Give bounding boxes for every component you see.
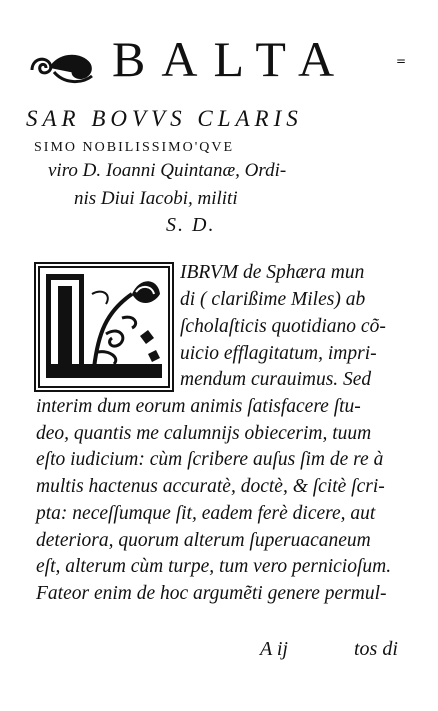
body-line: multis hactenus accuratè, doctè, & ſcitè ſcri-	[36, 476, 385, 497]
body-line: di ( clarißime Miles) ab	[180, 289, 366, 310]
fleuron-icon	[28, 48, 96, 88]
body-line: eſto iudicium: cùm ſcribere auſus ſim de re à	[36, 449, 384, 470]
body-line: mendum curauimus. Sed	[180, 369, 372, 390]
body-line: IBRVM de Sphæra mun	[180, 262, 365, 283]
heading-line-6: S. D.	[166, 214, 216, 236]
heading-line-2: SAR BOVVS CLARIS	[26, 106, 303, 131]
signature-mark: A ij	[260, 638, 288, 660]
body-line: interim dum eorum animis ſatisfacere ſtu-	[36, 396, 361, 417]
body-line: eſt, alterum cùm turpe, tum vero pernicioſum.	[36, 556, 392, 577]
title-hyphen: =	[396, 54, 407, 68]
body-line: pta: neceſſumque ſit, eadem ferè dicere, aut	[36, 503, 376, 524]
page-title: BALTA	[112, 31, 351, 87]
heading-line-5: nis Diui Iacobi, militi	[74, 188, 238, 209]
body-line: ſcholaſticis quotidiano cõ-	[180, 316, 386, 337]
body-line: Fateor enim de hoc argumẽti genere permul-	[36, 583, 387, 604]
catchword: tos di	[354, 638, 398, 660]
heading-line-4: viro D. Ioanni Quintanæ, Ordi-	[48, 160, 287, 181]
body-line: deo, quantis me calumnijs obiecerim, tuum	[36, 423, 372, 444]
body-line: deteriora, quorum alterum ſuperuacaneum	[36, 530, 371, 551]
heading-line-3: SIMO NOBILISSIMO'QVE	[34, 140, 235, 155]
decorated-initial-L-icon	[34, 262, 174, 392]
body-line: uicio efflagitatum, impri-	[180, 343, 377, 364]
